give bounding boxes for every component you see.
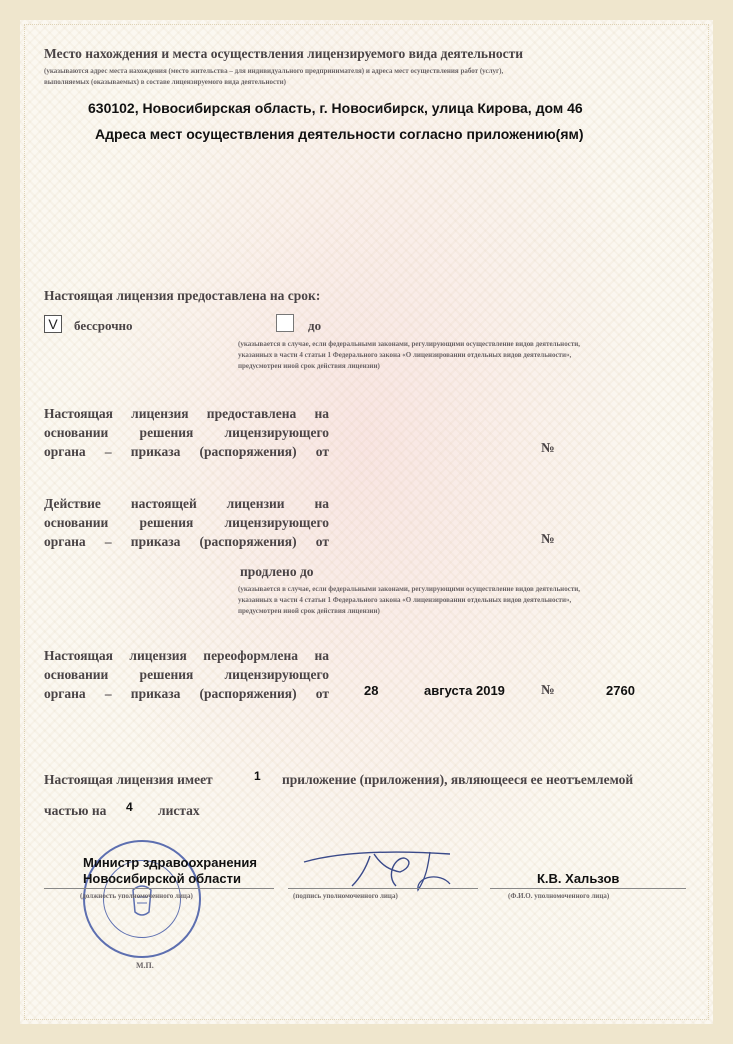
extended-number-sign: №: [541, 531, 555, 546]
granted-line3: органа – приказа (распоряжения) от: [44, 444, 329, 459]
signatory-position-line2: Новосибирской области: [83, 871, 241, 886]
signature-rule: [288, 888, 478, 889]
name-rule: [490, 888, 686, 889]
appendix-suffix: приложение (приложения), являющееся ее неотъемлемой: [282, 772, 634, 787]
term-note-line1: (указывается в случае, если федеральными законами, регулирующими осуществление видов деятельности,: [238, 340, 581, 348]
signature-caption: (подпись уполномоченного лица): [293, 892, 398, 900]
extended-note-line3: предусмотрен иной срок действия лицензии): [238, 607, 380, 615]
reissued-line1: Настоящая лицензия переоформлена на: [44, 648, 329, 663]
term-heading: Настоящая лицензия предоставлена на срок:: [44, 288, 321, 303]
location-note-line1: (указываются адрес места нахождения (место жительства – для индивидуального предпринимателя) и адреса мест осуществления работ (услуг),: [44, 67, 504, 75]
unlimited-checkbox: V: [44, 315, 62, 333]
license-address: 630102, Новосибирская область, г. Новосибирск, улица Кирова, дом 46: [88, 100, 583, 116]
unlimited-label: бессрочно: [74, 318, 133, 333]
extended-block: [44, 494, 329, 551]
extended-note-line2: указанных в части 4 статьи 1 Федерального закона «О лицензировании отдельных видов деятельности»,: [238, 596, 572, 604]
signatory-name: К.В. Хальзов: [537, 871, 620, 886]
term-note-line3: предусмотрен иной срок действия лицензии): [238, 362, 380, 370]
appendix-prefix: Настоящая лицензия имеет: [44, 772, 213, 787]
extended-note-line1: (указывается в случае, если федеральными законами, регулирующими осуществление видов деятельности,: [238, 585, 581, 593]
reissued-block: [44, 646, 329, 703]
addresses-reference: Адреса мест осуществления деятельности согласно приложению(ям): [95, 126, 584, 142]
seal-label: М.П.: [136, 961, 154, 970]
location-note-line2: выполняемых (оказываемых) в составе лицензируемого вида деятельности): [44, 78, 286, 86]
name-caption: (Ф.И.О. уполномоченного лица): [508, 892, 610, 900]
granted-line1: Настоящая лицензия предоставлена на: [44, 406, 329, 421]
appendix-count: 1: [254, 769, 261, 783]
position-rule: [44, 888, 274, 889]
appendix-sheets: 4: [126, 800, 133, 814]
reissued-line3: органа – приказа (распоряжения) от: [44, 686, 329, 701]
granted-line2: основании решения лицензирующего: [44, 425, 329, 440]
until-checkbox: [276, 314, 294, 332]
extended-line1: Действие настоящей лицензии на: [44, 496, 329, 511]
location-heading: Место нахождения и места осуществления лицензируемого вида деятельности: [44, 46, 523, 61]
granted-block: [44, 404, 329, 461]
extended-until-label: продлено до: [240, 564, 314, 579]
position-caption: (должность уполномоченного лица): [80, 892, 193, 900]
reissued-month-year: августа 2019: [424, 683, 505, 698]
granted-number-sign: №: [541, 440, 555, 455]
signatory-position-line1: Министр здравоохранения: [83, 855, 257, 870]
reissued-day: 28: [364, 683, 379, 698]
reissued-number: 2760: [606, 683, 635, 698]
until-label: до: [308, 318, 322, 333]
appendix-sheets-suffix: листах: [158, 803, 200, 818]
term-note-line2: указанных в части 4 статьи 1 Федерального закона «О лицензировании отдельных видов деятельности»,: [238, 351, 572, 359]
reissued-number-sign: №: [541, 682, 555, 697]
extended-line3: органа – приказа (распоряжения) от: [44, 534, 329, 549]
reissued-line2: основании решения лицензирующего: [44, 667, 329, 682]
appendix-part-prefix: частью на: [44, 803, 107, 818]
extended-line2: основании решения лицензирующего: [44, 515, 329, 530]
